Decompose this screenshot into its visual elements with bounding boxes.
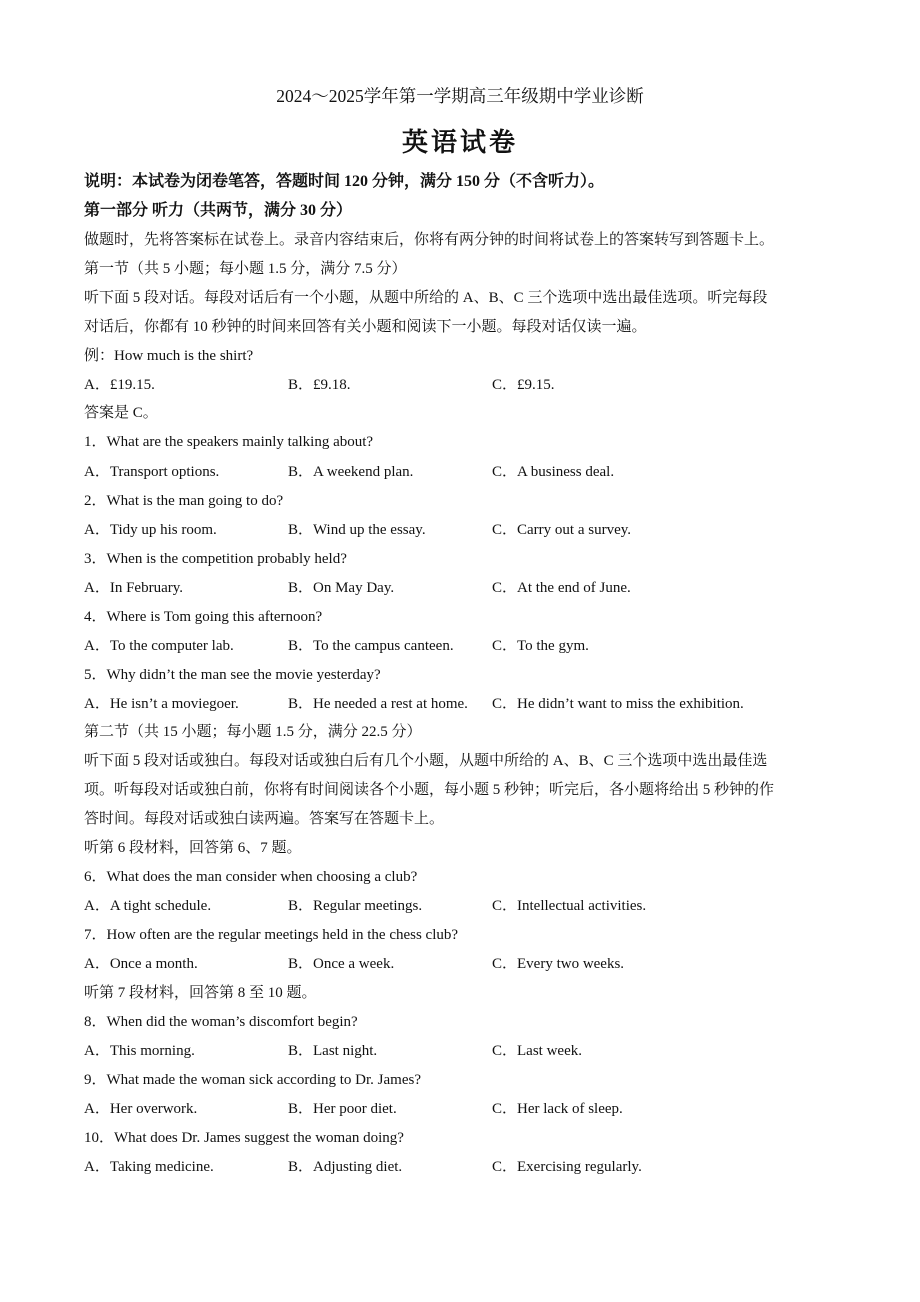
option-a: A．Tidy up his room. (84, 522, 217, 538)
option-a: A．Transport options. (84, 464, 220, 480)
section2-desc-2: 项。听每段对话或独白前，你将有时间阅读各个小题，每小题 5 秒钟；听完后，各小题将给出 5 秒钟的作 (84, 782, 775, 798)
question-6-options (0, 896, 920, 916)
part1-description: 做题时，先将答案标在试卷上。录音内容结束后，你将有两分钟的时间将试卷上的答案转写到答题卡上。 (84, 232, 775, 248)
option-c: C．A business deal. (492, 464, 615, 480)
example-option-c: C．£9.15. (492, 377, 555, 393)
option-b: B．Adjusting diet. (288, 1159, 403, 1175)
option-a: A．Taking medicine. (84, 1159, 214, 1175)
option-c: C．Last week. (492, 1043, 582, 1059)
option-b: B．Wind up the essay. (288, 522, 426, 538)
question-4-options (0, 636, 920, 656)
example-question: 例：How much is the shirt? (84, 348, 254, 364)
section2-desc-1: 听下面 5 段对话或独白。每段对话或独白后有几个小题，从题中所给的 A、B、C 三个选项中选出最佳选 (84, 753, 768, 769)
example-option-a: A．£19.15. (84, 377, 155, 393)
question-5: 5．Why didn’t the man see the movie yesterday? (84, 667, 381, 683)
option-c: C．Intellectual activities. (492, 898, 647, 914)
option-a: A．Her overwork. (84, 1101, 198, 1117)
option-c: C．Carry out a survey. (492, 522, 631, 538)
option-c: C．At the end of June. (492, 580, 631, 596)
question-6: 6．What does the man consider when choosing a club? (84, 869, 418, 885)
option-c: C．Every two weeks. (492, 956, 625, 972)
option-b: B．Once a week. (288, 956, 395, 972)
example-options (0, 375, 920, 395)
question-1-options (0, 462, 920, 482)
exam-title: 2024～2025学年第一学期高三年级期中学业诊断 (276, 86, 644, 106)
question-10-options (0, 1157, 920, 1177)
question-7-options (0, 954, 920, 974)
question-1: 1．What are the speakers mainly talking about? (84, 434, 374, 450)
option-a: A．This morning. (84, 1043, 195, 1059)
section2-desc-3: 答时间。每段对话或独白读两遍。答案写在答题卡上。 (84, 811, 445, 827)
option-b: B．A weekend plan. (288, 464, 414, 480)
option-c: C．Exercising regularly. (492, 1159, 642, 1175)
question-3-options (0, 578, 920, 598)
subject-title: 英语试卷 (401, 128, 518, 158)
option-b: B．Last night. (288, 1043, 378, 1059)
option-b: B．Her poor diet. (288, 1101, 397, 1117)
option-a: A．Once a month. (84, 956, 198, 972)
exam-note: 说明：本试卷为闭卷笔答，答题时间 120 分钟，满分 150 分（不含听力）。 (84, 173, 605, 190)
option-b: B．He needed a rest at home. (288, 696, 468, 712)
question-5-options (0, 694, 920, 714)
option-a: A．To the computer lab. (84, 638, 234, 654)
option-a: A．A tight schedule. (84, 898, 212, 914)
material-6-heading: 听第 6 段材料，回答第 6、7 题。 (84, 840, 302, 856)
question-8: 8．When did the woman’s discomfort begin? (84, 1014, 358, 1030)
section2-title: 第二节（共 15 小题；每小题 1.5 分，满分 22.5 分） (84, 724, 422, 740)
question-2-options (0, 520, 920, 540)
option-c: C．To the gym. (492, 638, 589, 654)
section1-desc-1: 听下面 5 段对话。每段对话后有一个小题，从题中所给的 A、B、C 三个选项中选出最佳选项。听完每段 (84, 290, 768, 306)
material-7-heading: 听第 7 段材料，回答第 8 至 10 题。 (84, 985, 317, 1001)
option-a: A．He isn’t a moviegoer. (84, 696, 239, 712)
question-9: 9．What made the woman sick according to Dr. James? (84, 1072, 421, 1088)
option-c: C．He didn’t want to miss the exhibition. (492, 696, 744, 712)
question-9-options (0, 1099, 920, 1119)
option-b: B．Regular meetings. (288, 898, 423, 914)
section1-desc-2: 对话后，你都有 10 秒钟的时间来回答有关小题和阅读下一小题。每段对话仅读一遍。 (84, 319, 647, 335)
section1-title: 第一节（共 5 小题；每小题 1.5 分，满分 7.5 分） (84, 261, 407, 277)
option-a: A．In February. (84, 580, 184, 596)
question-3: 3．When is the competition probably held? (84, 551, 347, 567)
example-answer: 答案是 C。 (84, 405, 158, 421)
option-b: B．To the campus canteen. (288, 638, 454, 654)
question-8-options (0, 1041, 920, 1061)
question-2: 2．What is the man going to do? (84, 493, 284, 509)
part1-title: 第一部分 听力（共两节，满分 30 分） (84, 202, 353, 219)
example-option-b: B．£9.18. (288, 377, 351, 393)
question-10: 10．What does Dr. James suggest the woman doing? (84, 1130, 404, 1146)
question-7: 7．How often are the regular meetings held in the chess club? (84, 927, 459, 943)
option-b: B．On May Day. (288, 580, 395, 596)
option-c: C．Her lack of sleep. (492, 1101, 623, 1117)
question-4: 4．Where is Tom going this afternoon? (84, 609, 323, 625)
